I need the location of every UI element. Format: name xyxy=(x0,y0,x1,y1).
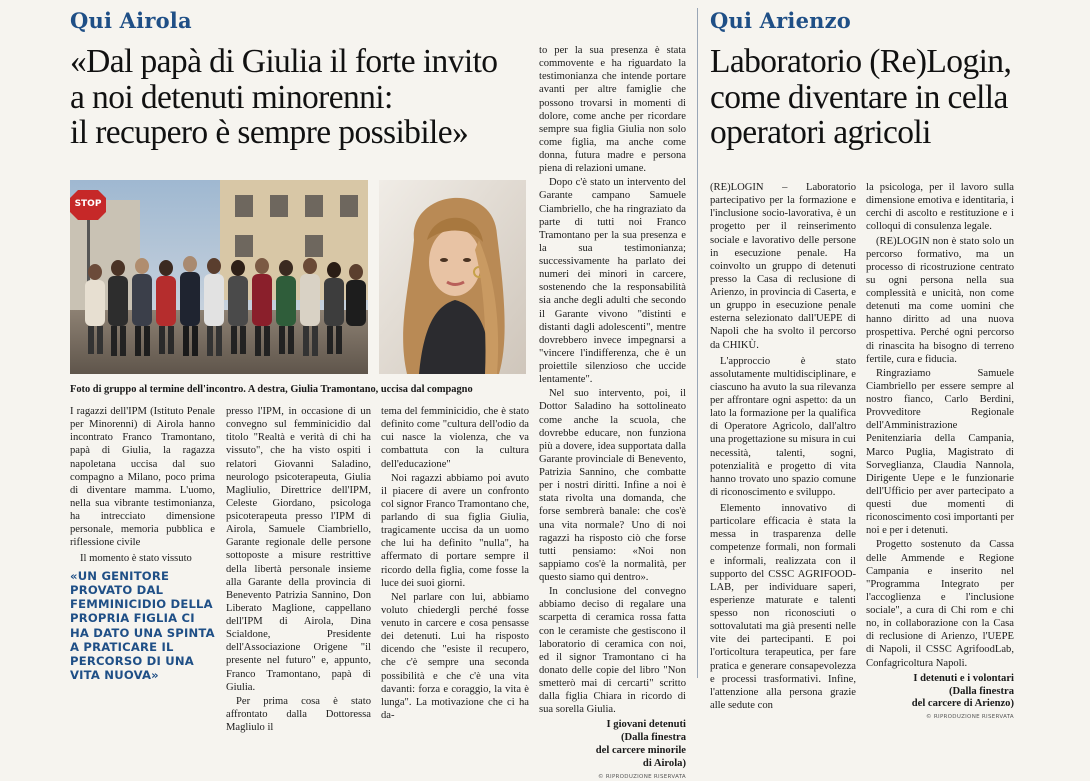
left-col-3-para-3: Nel parlare con lui, abbiamo voluto chiedergli perché fosse venuto in carcere e cosa pensasse dei detenuti. Lui ha risposto dicendo che "esiste il recupero, che c'è sempre una seconda possibilità e che c'è una vita davanti: forza e coraggio, la vita è lunga". La motivazione che ci ha da- xyxy=(381,591,529,721)
left-signature-line-2: (Dalla finestra xyxy=(620,732,686,744)
left-col-1-para-2: Il momento è stato vissuto xyxy=(80,553,192,565)
left-col-3-para-1: tema del femminicidio, che è stato definito come "cultura dell'odio da cui nasce la violenza, che va combattuta con la cultura dell'educazione" xyxy=(381,406,529,470)
right-kicker: Qui Arienzo xyxy=(710,8,851,33)
left-headline-line-1: «Dal papà di Giulia il forte invito xyxy=(70,43,498,80)
photo-caption: Foto di gruppo al termine dell'incontro. A destra, Giulia Tramontano, uccisa dal compagno xyxy=(70,384,473,395)
left-headline-line-2: a noi detenuti minorenni: xyxy=(70,78,393,116)
right-col-2-para-4: Progetto sostenuto da Cassa delle Ammende e Regione Campania e inserito nel "Programma Integrato per l'accoglienza e l'inclusione sociale", a cura di Chi rom e chi no, in collaborazione con la Casa di reclusione di Arienzo, l'UEPE di Napoli, il CSSC AgrifoodLab, Confagricoltura Napoli. xyxy=(866,539,1014,669)
left-kicker: Qui Airola xyxy=(70,8,192,33)
left-col-2-para-2: Per prima cosa è stato affrontato dalla Dottoressa Magliulo il xyxy=(226,695,371,733)
right-signature xyxy=(866,673,1014,712)
left-col-1-para-1: I ragazzi dell'IPM (Istituto Penale per Minorenni) di Airola hanno incontrato Franco Tramontano, papà di Giulia, la ragazza napoletana uccisa dal suo compagno a Milano, poco prima di diventare mamma. L'uomo, nella sua vibrante testimonianza, ha intrecciato dimensione personale, memoria pubblica e riflessione civile xyxy=(70,406,215,549)
right-col-2-para-3: Ringraziamo Samuele Ciambriello per essere sempre al nostro fianco, Carlo Berdini, Provveditore Regionale dell'Amministrazione Penitenziaria della Campania, Marco Puglia, Magistrato di Sorveglianza, Claudia Nannola, Dirigente Uepe e le funzionarie dell'Ufficio per aver partecipato a questi due momenti di riconoscimento così importanti per noi e per i detenuti. xyxy=(866,367,1014,537)
portrait-photo xyxy=(379,180,526,374)
stop-sign-text: STOP xyxy=(74,199,102,209)
left-signature-line-1: I giovani detenuti xyxy=(606,719,686,731)
right-col-2-para-2: (RE)LOGIN non è stato solo un percorso formativo, ma un processo di ricostruzione centrato su ogni persona nella sua complessità e unicità, non come detenuti ma come uomini che hanno diritto ad una nuova prospettiva. Perché ogni percorso di rinascita ha bisogno di terreno fertile, cura e fiducia. xyxy=(866,235,1014,365)
right-signature-line-3: del carcere di Arienzo) xyxy=(911,698,1014,710)
left-col-1 xyxy=(70,405,215,565)
left-col-4-para-4: In conclusione del convegno abbiamo deciso di regalare una scarpetta di ceramica rossa fatta con le ceramiste che gestiscono il laboratorio di ceramica con noi, ed il signor Tramontano ci ha donato delle copie del libro "Non smetterò mai di cercarti" scritto dalla figlia Chiara in ricordo di sua sorella Giulia. xyxy=(539,586,686,716)
left-headline-line-3: il recupero è sempre possibile» xyxy=(70,114,469,151)
group-photo-illustration xyxy=(70,180,368,374)
right-headline-line-1: Laboratorio (Re)Login, xyxy=(710,43,1012,80)
right-col-1-para-2: L'approccio è stato assolutamente multidisciplinare, e ciascuno ha avuto la sua rilevanza per affrontare ogni aspetto: da un lato la formazione per la qualifica di Operatore Agricolo, dall'altro una progettazione su misura in cui necessità, talenti, sogni, potenzialità e progetto di vita hanno trovato uno spazio comune di riconoscimento e sviluppo. xyxy=(710,355,856,498)
left-col-4-para-1: to per la sua presenza è stata commovente e ha riguardato la testimonianza che intende portare avanti per altre famiglie che possono trovarsi in momenti di dolore, come anche per ricordare sempre sua figlia Giulia non solo come figlia, ma anche come donna, futura madre e persona piena di relazioni umane. xyxy=(539,45,686,175)
right-headline-line-2: come diventare in cella xyxy=(710,78,1008,116)
right-col-2-para-1: la psicologa, per il lavoro sulla dimensione emotiva e identitaria, i cerchi di ascolto e restituzione e i colloqui di consulenza legale. xyxy=(866,182,1014,233)
left-col-3 xyxy=(381,405,529,721)
left-col-4-para-2: Dopo c'è stato un intervento del Garante campano Samuele Ciambriello, che ha ringraziato da parte di tutti noi Franco Tramontano per la sua presenza e la sua testimonianza; successivamente ha parlato dei numeri dei minori in carcere, sostenendo che la responsabilità sia anche degli adulti che secondo il Garante vivono "distinti e distanti dagli adolescenti", mentre dovrebbero invece impegnarsi a "vincere l'indifferenza, che è un proiettile silenzioso che uccide lentamente". xyxy=(539,177,686,386)
right-repro-notice: © RIPRODUZIONE RISERVATA xyxy=(926,714,1014,721)
group-photo xyxy=(70,180,368,374)
right-headline xyxy=(710,44,1088,151)
right-signature-line-1: I detenuti e i volontari xyxy=(913,672,1014,684)
left-col-3-para-2: Noi ragazzi abbiamo poi avuto il piacere di avere un confronto col signor Franco Tramontano che, parlando di sua figlia Giulia, tragicamente uccisa da un uomo che lui ha definito "nulla", ha affermato di portare sempre il ricordo della figlia, come fosse la luce dei suoi giorni. xyxy=(381,472,529,589)
right-col-1 xyxy=(710,181,856,711)
pullquote: «UN GENITORE PROVATO DAL FEMMINICIDIO DELLA PROPRIA FIGLIA CI HA DATO UNA SPINTA A PRATICARE IL PERCORSO DI UNA VITA NUOVA» xyxy=(70,569,215,682)
portrait-illustration xyxy=(379,180,526,374)
right-headline-line-3: operatori agricoli xyxy=(710,114,931,151)
left-headline xyxy=(70,44,540,151)
left-signature-line-3: del carcere minorile xyxy=(595,745,686,757)
column-divider xyxy=(697,8,698,678)
left-signature-line-4: di Airola) xyxy=(642,758,686,770)
left-signature xyxy=(539,719,686,771)
right-signature-line-2: (Dalla finestra xyxy=(948,685,1014,697)
left-repro-notice: © RIPRODUZIONE RISERVATA xyxy=(598,774,686,781)
right-col-2 xyxy=(866,181,1014,721)
left-col-4 xyxy=(539,44,686,781)
left-col-2-para-1: presso l'IPM, in occasione di un convegno sul femminicidio dal titolo "Realtà e verità di chi ha vissuto", che ha visto ospiti i relatori Giovanni Saladino, neurologo psicoterapeuta, Giulia Magliulio, Direttrice dell'IPM, Celeste Giordano, psicologa psicoterapeuta presso l'IPM di Airola, Samuele Ciambriello, Garante regionale delle persone sottoposte a misure restrittive della libertà personale insieme alla Garante della provincia di Benevento Patrizia Sannino, Don Liberato Maglione, cappellano dell'IPM di Airola, Dina Scialdone, Presidente dell'Associazione Origene "il presente nel futuro" e, appunto, Franco Tramontano, papà di Giulia. xyxy=(226,406,371,693)
left-col-2 xyxy=(226,405,371,733)
right-col-1-para-3: Elemento innovativo di particolare efficacia è stata la messa in trasparenza delle competenze formali, non formali e informali, realizzata con il supporto del CSSC AGRIFOOD-LAB, per individuare saperi, esperienze maturate e talenti spesso non riconosciuti o sottovalutati ma già presenti nelle vite dei partecipanti. E poi l'orticoltura terapeutica, per fare pratica e generare consapevolezza e processi trasformativi. Infine, l'attenzione alla persona grazie alle sedute con xyxy=(710,503,856,711)
left-col-4-para-3: Nel suo intervento, poi, il Dottor Saladino ha sottolineato come anche la scuola, che dovrebbe educare, non funziona più a dovere, idea supportata dalla Garante provinciale di Benevento, Patrizia Sannino, che combatte per i nostri diritti. Infine a noi è stata rivolta una domanda, che forse sembrerà banale: che cos'è una vita normale? Uno di noi ragazzi ha risposto ciò che forse tutti pensiamo: «Noi non sappiamo cos'è la normalità, per questo siamo qui dentro». xyxy=(539,388,686,583)
right-col-1-para-1: (RE)LOGIN – Laboratorio partecipativo per la formazione e l'inclusione socio-lavorativa, è un progetto per il reinserimento sociale e lavorativo delle persone in esecuzione penale. Ha coinvolto un gruppo di detenuti presso la Casa di reclusione di Arienzo, in provincia di Caserta, e un gruppo in esecuzione penale esterna selezionato dall'UEPE di Napoli che ha svolto il percorso da CHIKÙ. xyxy=(710,182,856,351)
